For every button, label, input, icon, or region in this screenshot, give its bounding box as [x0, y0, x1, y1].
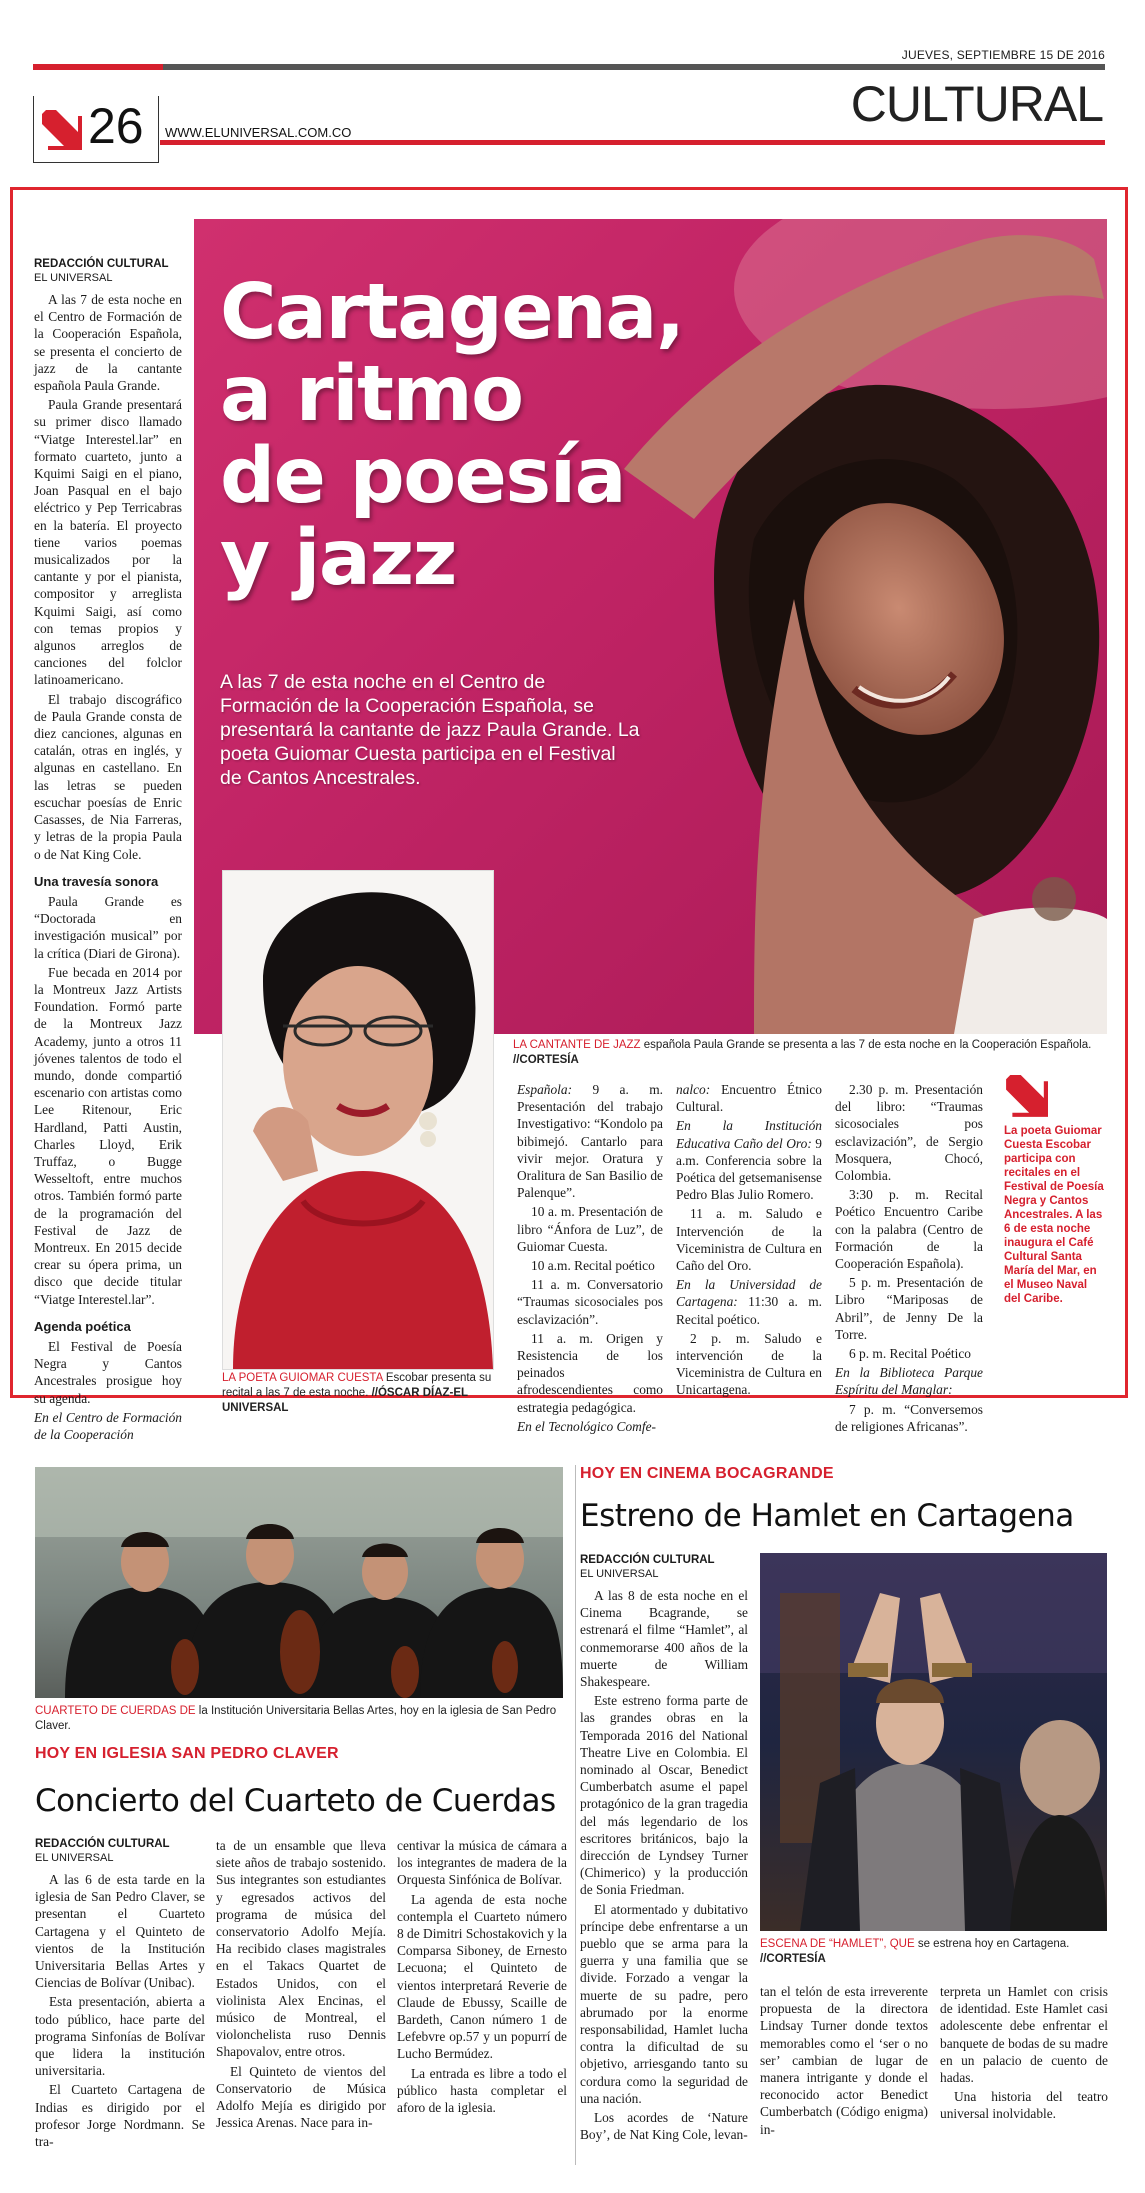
hamlet-paragraph: A las 8 de esta noche en el Cinema Bcagrande, se estrenará el filme “Hamlet”, al conmemorarse 400 años de la muerte de William Shakespeare. [580, 1588, 748, 1690]
agenda-item: 11 a. m. Origen y Resistencia de los peinados afrodescendientes como estrategia pedagógica. [517, 1330, 663, 1415]
quartet-kicker: HOY EN IGLESIA SAN PEDRO CLAVER [35, 1745, 339, 1762]
inset-caption-credit: //ÓSCAR DÍAZ-EL UNIVERSAL [222, 1387, 468, 1414]
sidebar-note: La poeta Guiomar Cuesta Escobar participa con recitales en el Festival de Poesía Negra y Cantos Ancestrales. A las 6 de esta noche inaugura el Café Cultural Santa María del Mar, en el Museo Naval del Caribe. [1004, 1125, 1104, 1305]
quartet-paragraph: A las 6 de esta tarde en la iglesia de San Pedro Claver, se presentan el Cuarteto Cartagena y el Quinteto de vientos de la Institución Universitaria Bellas Artes y Ciencias de Bolívar (Unibac). [35, 1872, 205, 1991]
hero-caption-text: española Paula Grande se presenta a las 7 de esta noche en la Cooperación Española. [640, 1039, 1092, 1051]
main-paragraph: A las 7 de esta noche en el Centro de Formación de la Cooperación Española, se presenta el concierto de jazz de la cantante española Paula Grande. [34, 292, 182, 394]
quartet-caption [35, 1704, 575, 1734]
main-paragraph-italic: En el Centro de Formación de la Cooperación [34, 1409, 182, 1442]
quartet-photo [35, 1467, 563, 1698]
header-rule-red [33, 64, 163, 70]
inset-caption-text: Escobar presenta su recital a las 7 de esta noche. [222, 1372, 492, 1399]
hamlet-column-1 [580, 1553, 748, 2146]
main-paragraph: Paula Grande es “Doctorada en investigación musical” por la crítica (Diari de Girona). [34, 893, 182, 961]
agenda-item: En la Universidad de Cartagena: 11:30 a. m. Recital poético. [676, 1277, 822, 1327]
quartet-paragraph: Esta presentación, abierta a todo público, hace parte del programa Sinfonías de Bolívar que lidera la institución universitaria. [35, 1994, 205, 2079]
quartet-illustration [35, 1467, 563, 1698]
quartet-caption-lead: CUARTETO DE CUERDAS DE [35, 1705, 196, 1717]
hamlet-caption [760, 1937, 1120, 1967]
hamlet-paragraph: tan el telón de esta irreverente propuesta de la directora Lindsay Turner donde textos memorables como el ‘ser o no ser’ cambian de lugar de manera intrigante y donde el reconocido actor Benedict Cumberbatch (Código enigma) in- [760, 1984, 928, 2137]
quartet-paragraph: El Quinteto de vientos del Conservatorio de Música Adolfo Mejía es dirigido por Jessica Arenas. Nace para in- [216, 2063, 386, 2131]
agenda-item: En la Institución Educativa Caño del Oro: 9 a.m. Conferencia sobre la Poética del getsemanisense Pedro Blas Julio Romero. [676, 1118, 822, 1203]
hamlet-column-2 [760, 1983, 928, 2140]
hamlet-outlet: EL UNIVERSAL [580, 1568, 659, 1580]
main-subhead-1: Una travesía sonora [34, 873, 159, 889]
hamlet-caption-lead: ESCENA DE “HAMLET”, QUE [760, 1938, 915, 1950]
agenda-item: 2 p. m. Saludo e intervención de la Viceministra de Cultura en Unicartagena. [676, 1330, 822, 1398]
main-subhead-2: Agenda poética [34, 1318, 131, 1334]
agenda-item: 2.30 p. m. Presentación del libro: “Traumas sicosociales pos esclavización”, de Sergio Mosquera, Chocó, Colombia. [835, 1082, 983, 1184]
main-deck: A las 7 de esta noche en el Centro de Formación de la Cooperación Española, se presentará la cantante de jazz Paula Grande. La poeta Guiomar Cuesta participa en el Festival de Cantos Ancestrales. [220, 671, 640, 789]
agenda-item: 10 a.m. Recital poético [531, 1258, 655, 1274]
hamlet-illustration [760, 1553, 1107, 1931]
poet-illustration [223, 871, 493, 1369]
arrow-down-right-icon [40, 110, 82, 152]
sidebar-arrow-icon [1004, 1075, 1048, 1119]
main-outlet: EL UNIVERSAL [34, 272, 113, 284]
quartet-paragraph: El Cuarteto Cartagena de Indias es dirigido por el profesor Jorge Nordmann. Se tra- [35, 2082, 205, 2150]
main-column-1 [34, 257, 182, 1445]
quartet-outlet: EL UNIVERSAL [35, 1852, 114, 1864]
agenda-item: 11 a. m. Saludo e Intervención de la Viceministra de Cultura en Caño del Oro. [676, 1206, 822, 1274]
hero-caption-lead: LA CANTANTE DE JAZZ [513, 1039, 641, 1051]
hamlet-kicker: HOY EN CINEMA BOCAGRANDE [580, 1465, 834, 1482]
agenda-item: En la Biblioteca Parque Espíritu del Manglar: [835, 1365, 983, 1398]
agenda-item: 3:30 p. m. Recital Poético Encuentro Caribe con la palabra (Centro de Formación de la Cooperación Española). [835, 1187, 983, 1272]
section-title: CULTURAL [850, 76, 1103, 132]
agenda-item: En el Tecnológico Comfe- [517, 1418, 656, 1434]
header-rule-bottom [160, 140, 1105, 145]
hamlet-byline: REDACCIÓN CULTURAL [580, 1554, 715, 1566]
header-rule-top [33, 64, 1105, 70]
agenda-item: 7 p. m. “Conversemos de religiones Africanas”. [835, 1401, 983, 1434]
headline-line-1: Cartagena, [220, 268, 684, 357]
quartet-paragraph: La entrada es libre a todo el público hasta completar el aforo de la iglesia. [397, 2065, 567, 2116]
inset-caption [222, 1371, 498, 1416]
hamlet-paragraph: Los acordes de ‘Nature Boy’, de Nat King Cole, levan- [580, 2110, 748, 2143]
quartet-column-3 [397, 1837, 567, 2118]
quartet-caption-text: la Institución Universitaria Bellas Artes, hoy en la iglesia de San Pedro Claver. [35, 1705, 557, 1732]
hamlet-paragraph: El atormentado y dubitativo príncipe debe enfrentarse a un pueblo que se arma para la guerra y una familia que se divide. Forzado a vengar la muerte de su padre, pero abrumado por la enorme responsabilidad, Hamlet lucha contra la dificultad de su objetivo, arriesgando tanto su cordura como la seguridad de una nación. [580, 1901, 748, 2106]
agenda-item: 11 a. m. Conversatorio “Traumas sicosociales pos esclavización”. [517, 1277, 663, 1327]
agenda-item: 10 a. m. Presentación de libro “Ánfora de Luz”, de Guiomar Cuesta. [517, 1204, 663, 1254]
hamlet-photo [760, 1553, 1107, 1931]
main-paragraph: El Festival de Poesía Negra y Cantos Ancestrales prosigue hoy su agenda. [34, 1338, 182, 1406]
hamlet-paragraph: terpreta un Hamlet con crisis de identidad. Este Hamlet casi adolescente debe enfrentar el banquete de bodas de su madre en un palacio de cuento de hadas. [940, 1984, 1108, 2086]
page-badge [33, 96, 159, 163]
hero-caption-credit: //CORTESÍA [513, 1054, 579, 1066]
main-byline: REDACCIÓN CULTURAL [34, 258, 169, 270]
hamlet-paragraph: Este estreno forma parte de las grandes obras en la Temporada 2016 del National Theatre Live en Colombia. El nominado al Oscar, Benedict Cumberbatch asume el papel protagónico de la gran tragedia del más legendario de los escritores británicos, bajo la dirección de Lyndsey Turner (Chimerico) y la producción de Sonia Friedman. [580, 1693, 748, 1898]
quartet-paragraph: centivar la música de cámara a los integrantes de madera de la Orquesta Sinfónica de Bolívar. [397, 1838, 567, 1888]
quartet-headline[interactable]: Concierto del Cuarteto de Cuerdas [35, 1783, 556, 1819]
hamlet-paragraph: Una historia del teatro universal inolvidable. [940, 2089, 1108, 2122]
agenda-column-3 [835, 1081, 983, 1437]
agenda-item: 6 p. m. Recital Poético [849, 1346, 971, 1362]
hero-caption [513, 1038, 1113, 1068]
main-paragraph: Paula Grande presentará su primer disco llamado “Viatge Interestel.lar” en formato cuarteto, junto a Kquimi Saigi en el piano, Joan Pasqual en el bajo eléctrico y Pep Terricabras en la batería. El proyecto tiene varios poemas musicalizados por la cantante y por el pianista, compositor y arreglista Kquimi Saigi, así como con temas propios y algunos arreglos de canciones del folclor latinoamericano. [34, 397, 182, 688]
quartet-paragraph: ta de un ensamble que lleva siete años de trabajo sostenido. Sus integrantes son estudiantes y egresados activos del programa de música del conservatorio Adolfo Mejía. Ha recibido clases magistrales en el Takacs Quartet de Estados Unidos, con el violinista Alex Encinas, el músico de Montreal, el violonchelista ruso Dennis Shapovalov, entre otros. [216, 1838, 386, 2060]
website-url[interactable]: WWW.ELUNIVERSAL.COM.CO [165, 125, 352, 140]
agenda-item: 5 p. m. Presentación de Libro “Mariposas de Abril”, de Jenny De la Torre. [835, 1275, 983, 1342]
headline-line-3: de poesía [220, 432, 626, 521]
agenda-item: Española: 9 a. m. Presentación del trabajo Investigativo: “Kondolo pa bibimejó. Cantarlo para vivir mejor. Oratura y Oralitura de San Basilio de Palenque”. [517, 1082, 663, 1201]
main-paragraph: El trabajo discográfico de Paula Grande consta de diez canciones, algunas en catalán, otras en inglés, y algunas en castellano. En las letras se pueden escuchar poesías de Enric Casasses, de Nia Farreras, y letras de la propia Paula o de Nat King Cole. [34, 691, 182, 862]
headline-line-2: a ritmo [220, 350, 523, 439]
page-number: 26 [88, 98, 144, 154]
main-headline [220, 268, 684, 603]
headline-line-4: y jazz [220, 514, 456, 603]
hamlet-column-3 [940, 1983, 1108, 2125]
hamlet-divider [575, 1465, 576, 2165]
quartet-byline: REDACCIÓN CULTURAL [35, 1838, 170, 1850]
agenda-column-1 [517, 1081, 663, 1437]
main-paragraph: Fue becada en 2014 por la Montreux Jazz Artists Foundation. Formó parte de la Montreux Jazz Academy, junto a otros 11 jóvenes talentos de todo el mundo, donde compartió escenario con artistas como Lee Ritenour, Eric Hardland, Patti Austin, Charles Lloyd, Erik Truffaz, o Bugge Wesseltoft, entre muchos otros. También formó parte de la programación del Festival de Jazz de Montreux. En 2015 decide crear su ópera prima, un disco que decide titular “Viatge Interestel.lar”. [34, 964, 182, 1307]
hamlet-caption-credit: //CORTESÍA [760, 1953, 826, 1965]
quartet-paragraph: La agenda de esta noche contempla el Cuarteto número 8 de Dimitri Schostakovich y la Comparsa Siboney, de Ernesto Lecuona; el Quinteto de vientos interpretará Reverie de Claude de Ebussy, Scaille de Bardeth, Canon número 1 de Lefebvre op.57 y un popurrí de Lucho Bermúdez. [397, 1891, 567, 2062]
agenda-column-2 [676, 1081, 822, 1401]
agenda-item: nalco: Encuentro Étnico Cultural. [676, 1082, 822, 1115]
quartet-column-2 [216, 1837, 386, 2133]
inset-photo-poet [222, 870, 494, 1370]
hamlet-headline[interactable]: Estreno de Hamlet en Cartagena [580, 1498, 1074, 1534]
inset-caption-lead: LA POETA GUIOMAR CUESTA [222, 1372, 383, 1384]
issue-date: JUEVES, SEPTIEMBRE 15 DE 2016 [901, 48, 1105, 62]
quartet-column-1 [35, 1837, 205, 2152]
hamlet-caption-text: se estrena hoy en Cartagena. [914, 1938, 1070, 1950]
